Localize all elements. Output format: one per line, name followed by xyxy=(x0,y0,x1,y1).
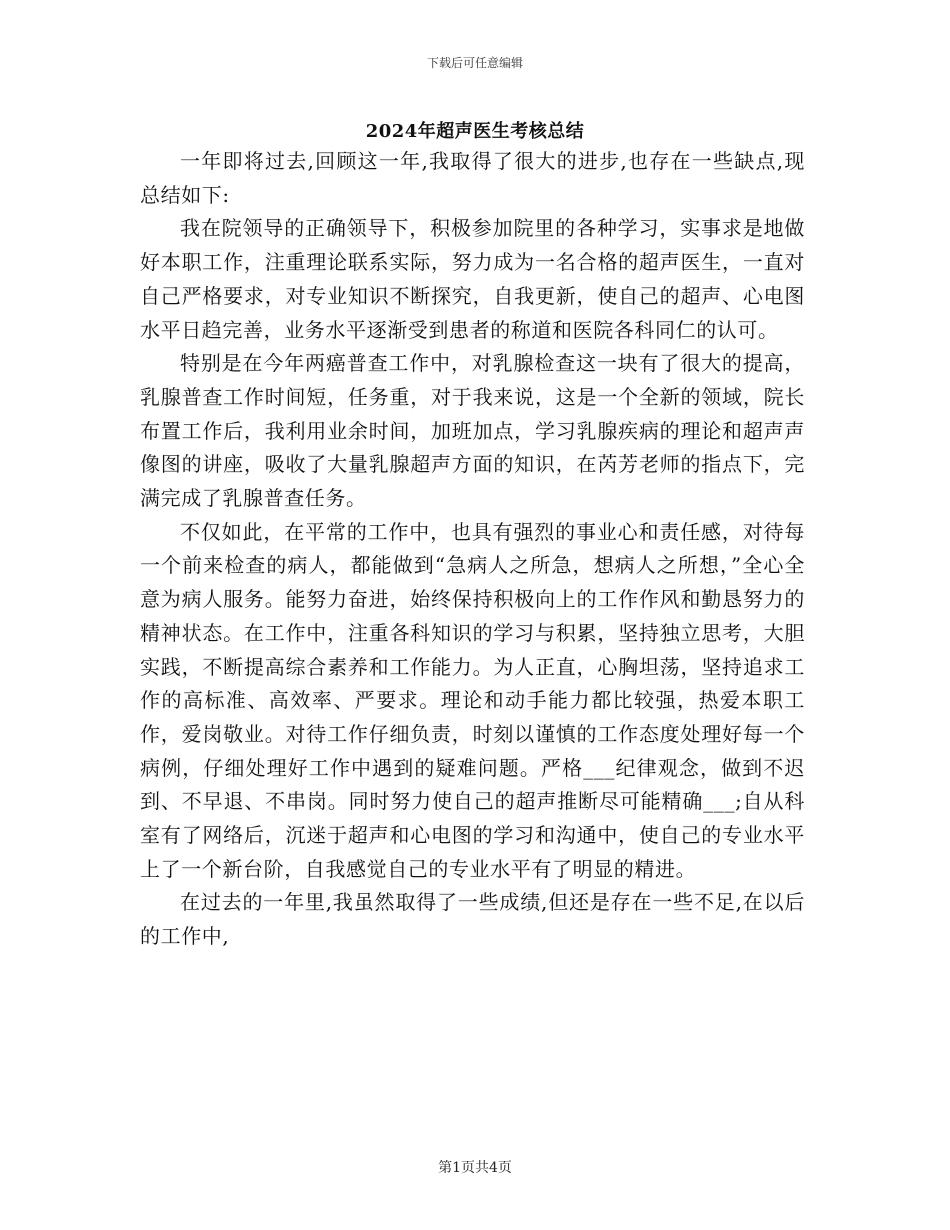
header-note: 下载后可任意编辑 xyxy=(426,56,523,70)
page-footer: 第1页共4页 xyxy=(438,1160,512,1176)
paragraph-intro: 一年即将过去,回顾这一年,我取得了很大的进步,也存在一些缺点,现总结如下: xyxy=(140,149,805,207)
paragraph-attitude: 不仅如此，在平常的工作中，也具有强烈的事业心和责任感，对待每一个前来检查的病人，都能做到“急病人之所急，想病人之所想，”全心全意为病人服务。能努力奋进，始终保持积极向上的工作作风和勤恳努力的精神状态。在工作中，注重各科知识的学习与积累，坚持独立思考，大胆实践，不断提高综合素养和工作能力。为人正直，心胸坦荡，坚持追求工作的高标准、高效率、严要求。理论和动手能力都比较强，热爱本职工作，爱岗敬业。对待工作仔细负责，时刻以谨慎的工作态度处理好每一个病例，仔细处理好工作中遇到的疑难问题。严格___纪律观念，做到不迟到、不早退、不串岗。同时努力使自己的超声推断尽可能精确___;自从科室有了网络后，沉迷于超声和心电图的学习和沟通中，使自己的专业水平上了一个新台阶，自我感觉自己的专业水平有了明显的精进。 xyxy=(140,519,805,881)
paragraph-screening: 特别是在今年两癌普查工作中，对乳腺检查这一块有了很大的提高，乳腺普查工作时间短，任务重，对于我来说，这是一个全新的领域，院长布置工作后，我利用业余时间，加班加点，学习乳腺疾病的理论和超声声像图的讲座，吸收了大量乳腺超声方面的知识，在芮芳老师的指点下，完满完成了乳腺普查任务。 xyxy=(140,351,805,511)
paragraph-shortcomings: 在过去的一年里,我虽然取得了一些成绩,但还是存在一些不足,在以后的工作中, xyxy=(140,890,805,949)
document-body xyxy=(140,145,805,954)
paragraph-work: 我在院领导的正确领导下，积极参加院里的各种学习，实事求是地做好本职工作，注重理论联系实际，努力成为一名合格的超声医生，一直对自己严格要求，对专业知识不断探究，自我更新，使自己的超声、心电图水平日趋完善，业务水平逐渐受到患者的称道和医院各科同仁的认可。 xyxy=(140,216,805,342)
document-title: 2024年超声医生考核总结 xyxy=(365,121,585,142)
